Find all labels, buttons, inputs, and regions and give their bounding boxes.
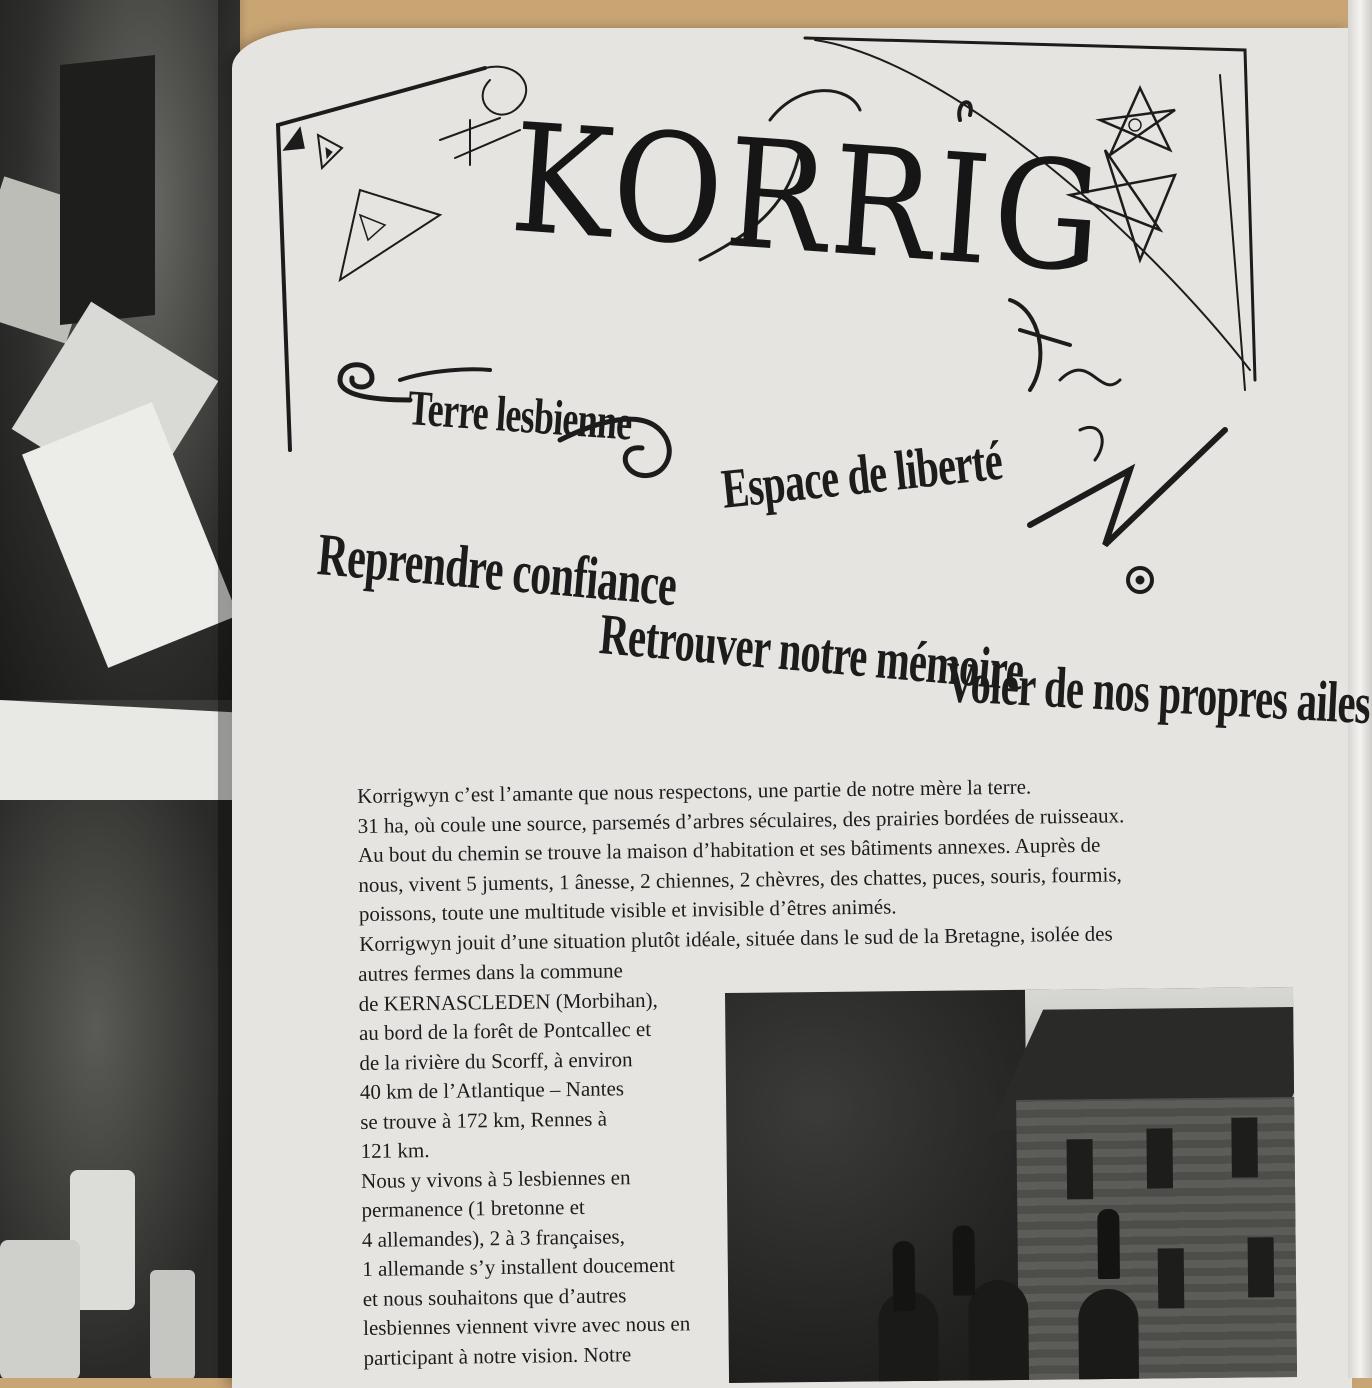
tagline-retrouver-notre-memoire: Retrouver notre mémoire — [597, 601, 1027, 703]
tagline-reprendre-confiance: Reprendre confiance — [315, 521, 680, 619]
tagline-terre-lesbienne: Terre lesbienne — [406, 379, 634, 451]
body-line: Nous y vivons à 5 lesbiennes en — [360, 1164, 631, 1193]
body-line: et nous souhaitons que d’autres — [362, 1282, 627, 1311]
body-line: Korrigwyn c’est l’amante que nous respectons, une partie de notre mère la terre. — [357, 774, 1032, 808]
body-line: poissons, toute une multitude visible et invisible d’êtres animés. — [358, 894, 897, 926]
body-line: participant à notre vision. Notre — [363, 1341, 632, 1370]
body-line: 31 ha, où coule une source, parsemés d’arbres séculaires, des prairies bordées de ruisseaux. — [357, 802, 1125, 838]
tagline-espace-de-liberte: Espace de liberté — [718, 429, 1005, 521]
title-korrigwyn: KORRIG — [505, 92, 1111, 308]
body-line: permanence (1 bretonne et — [361, 1194, 585, 1222]
body-line: lesbiennes viennent vivre avec nous en — [362, 1311, 691, 1340]
body-line: 121 km. — [360, 1138, 430, 1163]
body-line: de la rivière du Scorff, à environ — [359, 1046, 633, 1075]
body-line: se trouve à 172 km, Rennes à — [360, 1106, 608, 1134]
body-line: nous, vivent 5 juments, 1 ânesse, 2 chiennes, 2 chèvres, des chattes, puces, souris, fourmis, — [358, 861, 1122, 897]
body-line: Korrigwyn jouit d’une situation plutôt idéale, située dans le sud de la Bretagne, isolée des — [359, 920, 1113, 956]
tagline-voler-de-nos-propres-ailes: Voler de nos propres ailes — [944, 649, 1372, 737]
body-line: 4 allemandes), 2 à 3 françaises, — [361, 1223, 626, 1252]
body-line: Au bout du chemin se trouve la maison d’habitation et ses bâtiments annexes. Auprès de — [357, 832, 1101, 867]
body-text-narrow-column — [358, 955, 691, 1373]
body-line: autres fermes dans la commune — [358, 958, 624, 986]
body-line: au bord de la forêt de Pontcallec et — [358, 1016, 652, 1045]
body-text-full-width — [357, 771, 1126, 959]
body-line: 40 km de l’Atlantique – Nantes — [359, 1076, 625, 1104]
body-line: de KERNASCLEDEN (Morbihan), — [358, 987, 658, 1016]
farmhouse-photo — [725, 987, 1297, 1383]
body-line: 1 allemande s’y installent doucement — [362, 1252, 676, 1281]
